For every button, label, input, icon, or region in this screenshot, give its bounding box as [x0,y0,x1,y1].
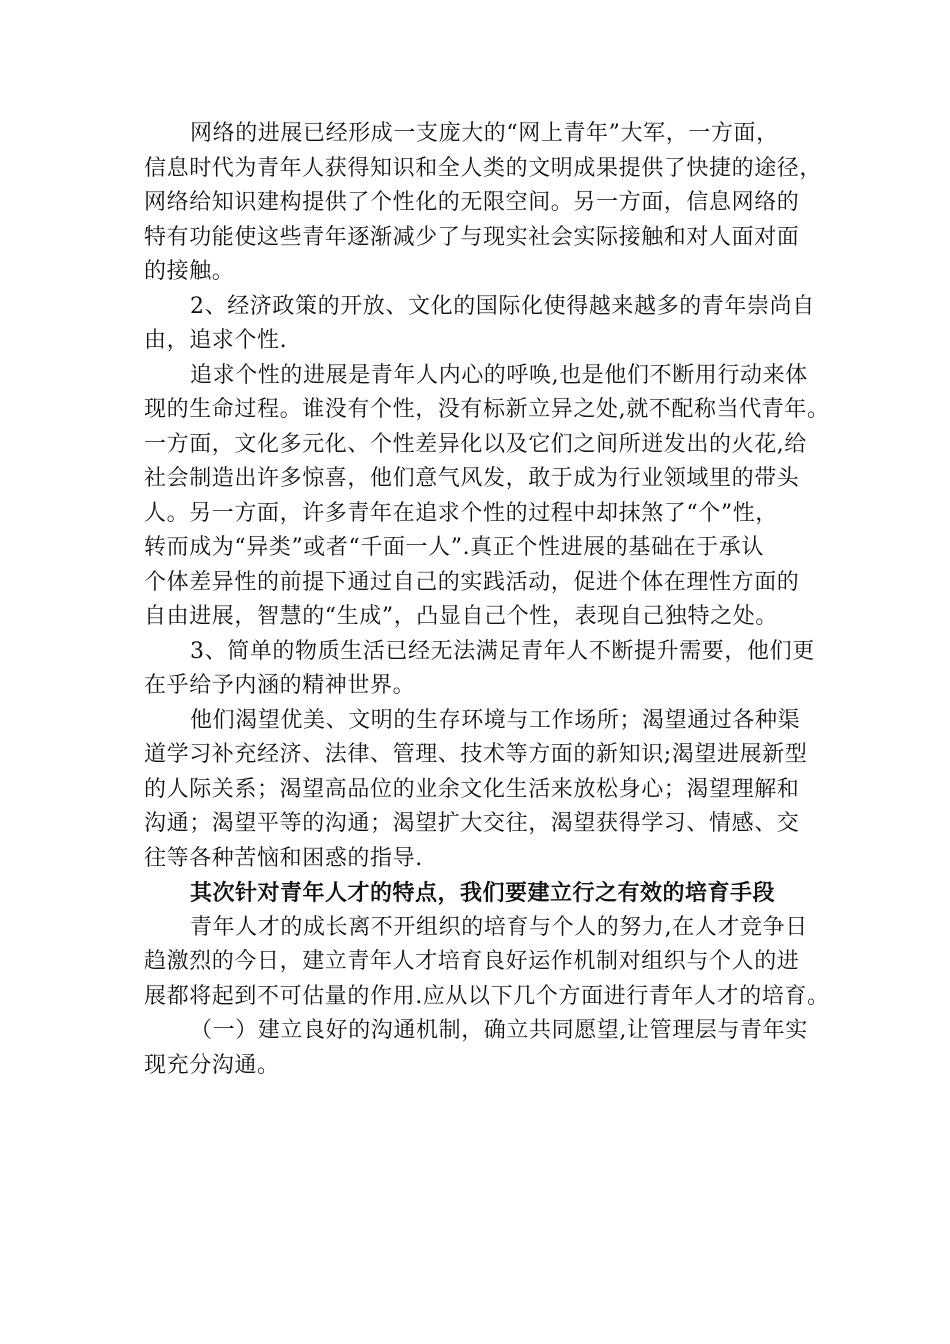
paragraph-3-line-2: 道学习补充经济、法律、管理、技术等方面的新知识;渴望进展新型 [144,742,808,767]
paragraph-3-line-1: 他们渴望优美、文明的生存环境与工作场所；渴望通过各种渠 [190,707,801,733]
paragraph-3-line-5: 往等各种苦恼和困惑的指导. [144,845,423,871]
paragraph-2-line-8: 自由进展，智慧的“生成”，凸显自己个性，表现自己独特之处。 [144,604,778,629]
paragraph-4-line-3: 展都将起到不可估量的作用.应从以下几个方面进行青年人才的培育。 [144,983,830,1009]
section-heading-bold: 其次针对青年人才的特点，我们要建立行之有效的培育手段 [190,880,776,906]
paragraph-1-line-5: 的接触。 [144,259,235,284]
paragraph-2-line-1: 追求个性的进展是青年人内心的呼唤,也是他们不断用行动来体 [190,362,808,388]
section-3-heading-line-2: 在乎给予内涵的精神世界。 [144,673,416,698]
section-2-heading-line-1: 2、经济政策的开放、文化的国际化使得越来越多的青年崇尚自 [190,293,815,319]
paragraph-1-line-4: 特有功能使这些青年逐渐减少了与现实社会实际接触和对人面对面 [144,224,800,250]
paragraph-1-line-3: 网络给知识建构提供了个性化的无限空间。另一方面，信息网络的 [144,190,800,215]
paragraph-2-line-5: 人。另一方面，许多青年在追求个性的过程中却抹煞了“个”性， [144,500,778,526]
paragraph-2-line-4: 社会制造出许多惊喜，他们意气风发，敢于成为行业领域里的带头 [144,466,800,491]
paragraph-3-line-3: 的人际关系；渴望高品位的业余文化生活来放松身心；渴望理解和 [144,776,800,802]
paragraph-2-line-7: 个体差异性的前提下通过自己的实践活动，促进个体在理性方面的 [144,569,800,595]
paragraph-2-line-3: 一方面，文化多元化、个性差异化以及它们之间所迸发出的火花,给 [144,431,807,457]
paragraph-4-line-1: 青年人才的成长离不开组织的培育与个人的努力,在人才竞争日 [190,914,808,940]
section-2-heading-line-2: 由，追求个性. [144,328,288,353]
paragraph-1-line-2: 信息时代为青年人获得知识和全人类的文明成果提供了快捷的途径， [144,155,823,181]
subsection-1-heading-line-1: （一）建立良好的沟通机制，确立共同愿望,让管理层与青年实 [190,1018,808,1043]
section-3-heading-line-1: 3、简单的物质生活已经无法满足青年人不断提升需要，他们更 [190,638,815,664]
paragraph-2-line-6: 转而成为“异类”或者“千面一人”.真正个性进展的基础在于承认 [144,535,764,560]
document-body [144,117,830,1083]
subsection-1-heading-line-2: 现充分沟通。 [144,1052,280,1078]
paragraph-4-line-2: 趋激烈的今日，建立青年人才培育良好运作机制对组织与个人的进 [144,949,800,974]
paragraph-3-line-4: 沟通；渴望平等的沟通；渴望扩大交往，渴望获得学习、情感、交 [144,811,800,836]
paragraph-1-line-1: 网络的进展已经形成一支庞大的“网上青年”大军，一方面， [190,121,779,146]
paragraph-2-line-2: 现的生命过程。谁没有个性，没有标新立异之处,就不配称当代青年。 [144,397,830,422]
